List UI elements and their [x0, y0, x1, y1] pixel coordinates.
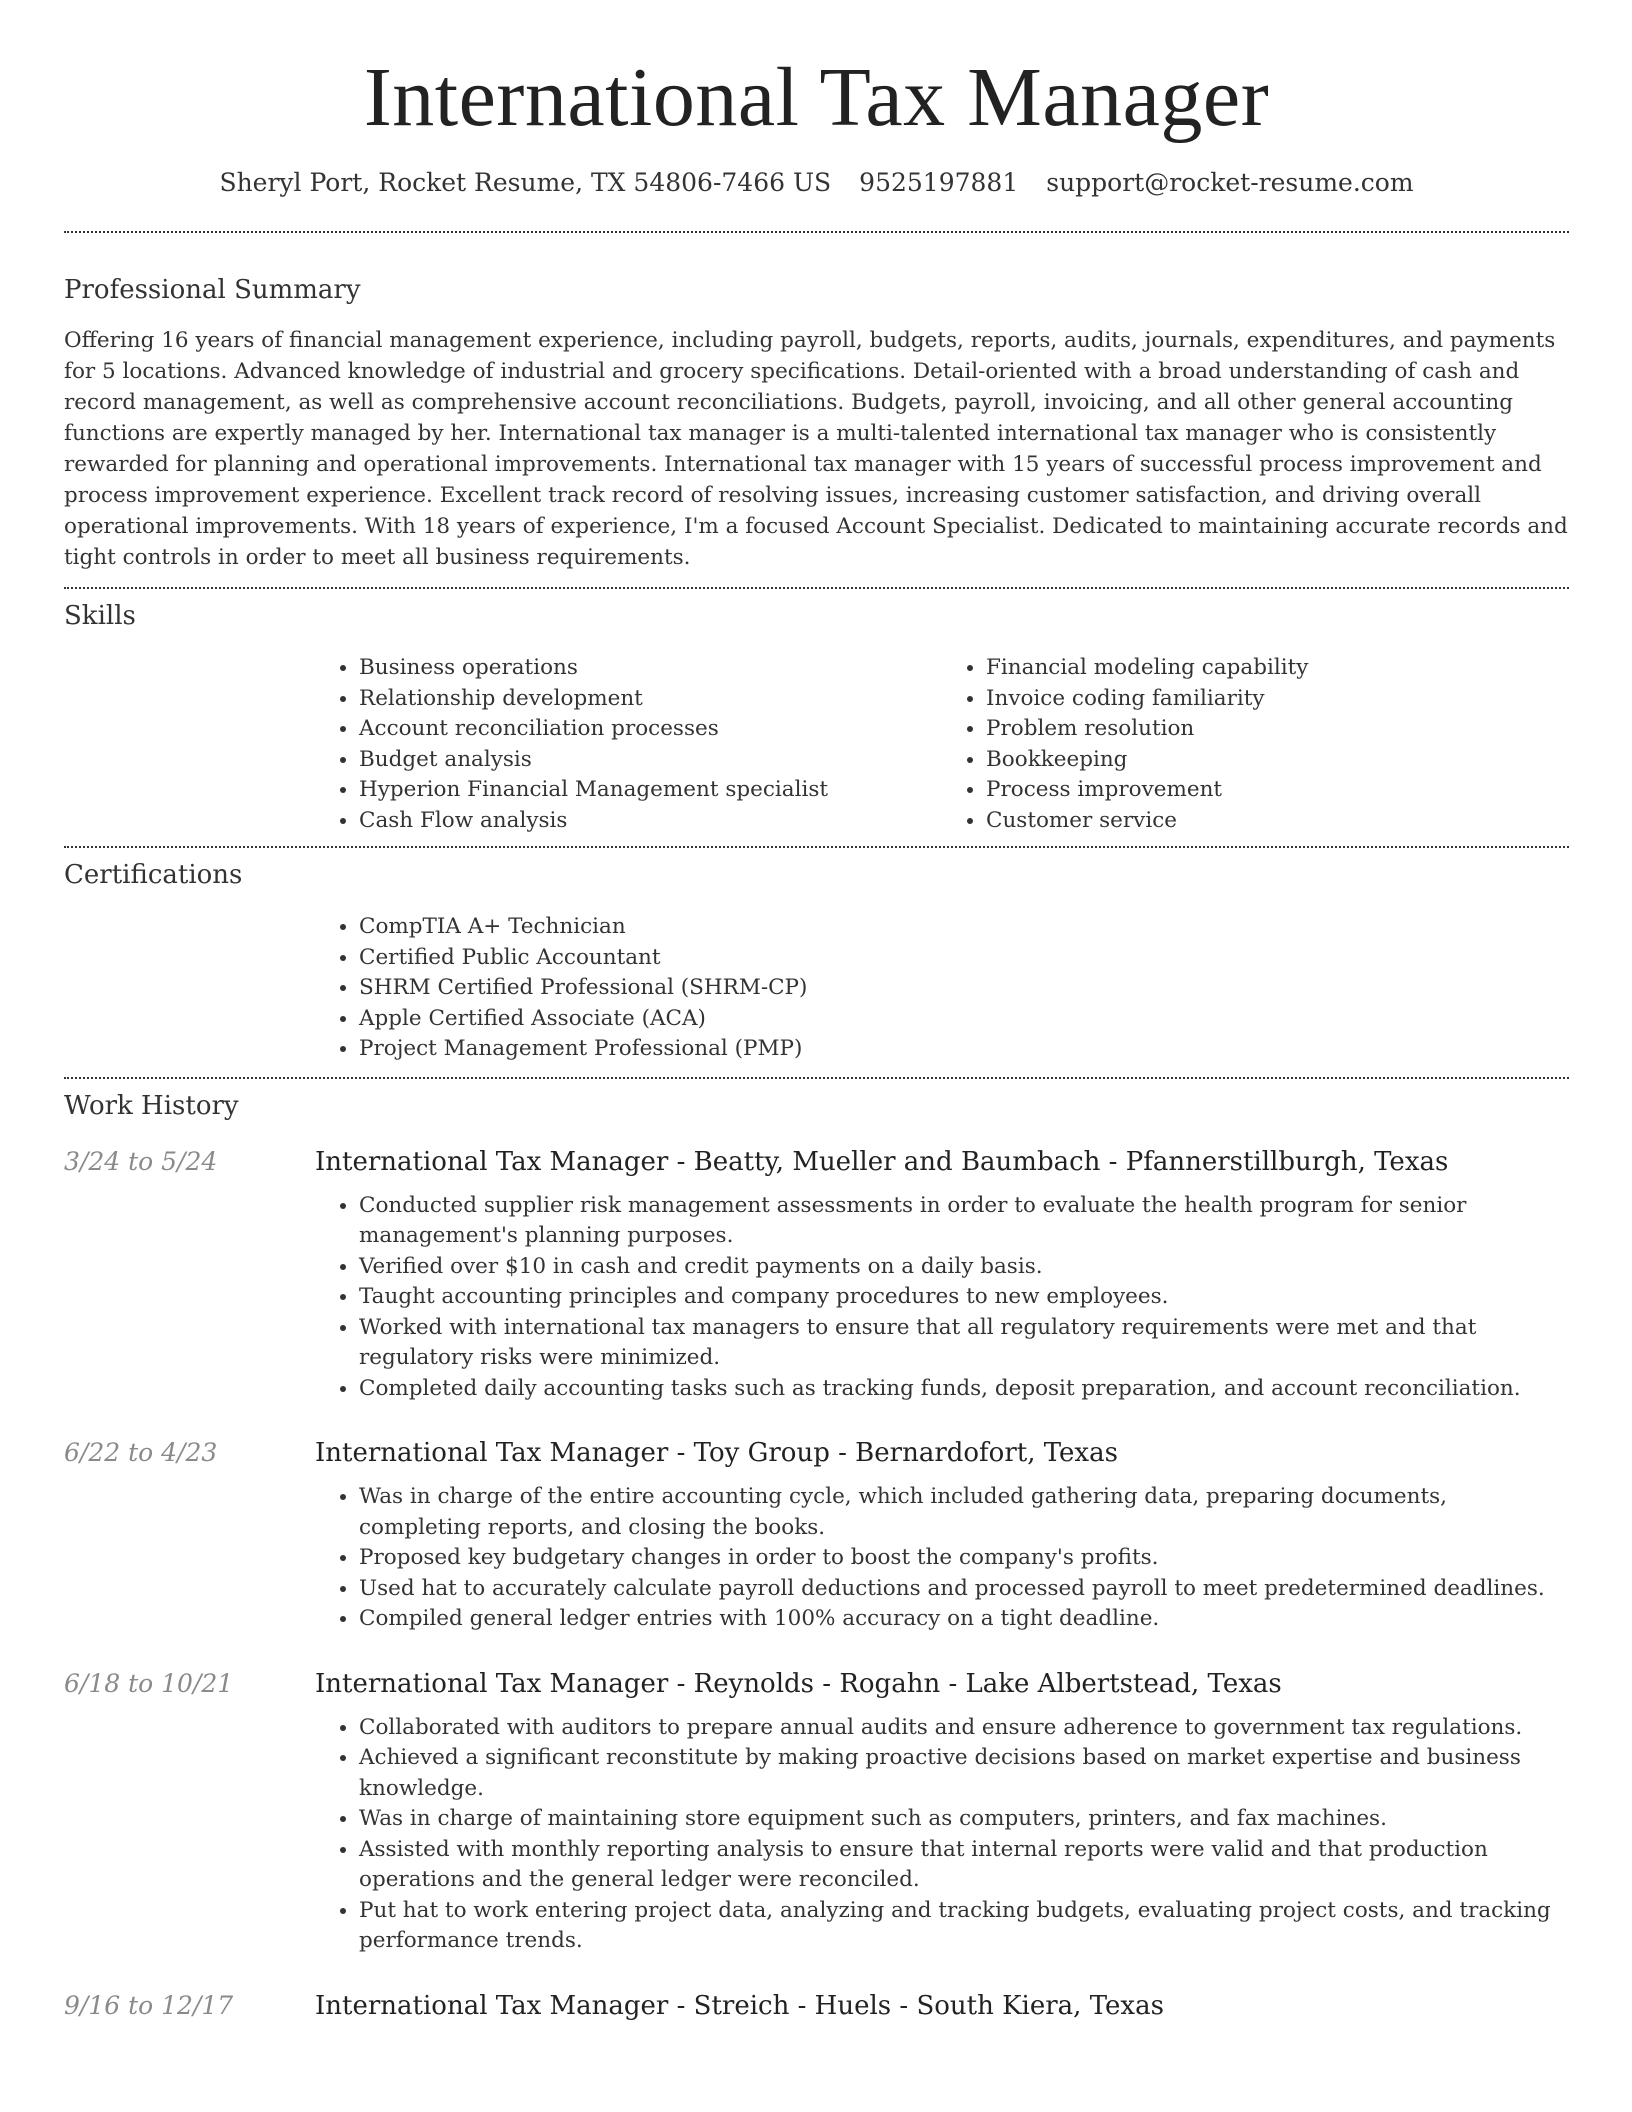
- job-entry: [64, 1147, 1569, 1405]
- job-bullets: [315, 1191, 1569, 1405]
- skill-item: • Bookkeeping: [986, 745, 1569, 776]
- skill-item: • Customer service: [986, 806, 1569, 837]
- resume-name: International Tax Manager: [363, 51, 1270, 144]
- certifications-heading: Certifications: [64, 860, 243, 890]
- job-header: [64, 1438, 1569, 1468]
- certification-item: • Apple Certified Associate (ACA): [359, 1004, 1569, 1035]
- job-dates: 6/18 to 10/21: [64, 1668, 234, 1698]
- summary-heading: Professional Summary: [64, 275, 361, 305]
- skills-left-column: [315, 653, 942, 836]
- job-header: [64, 1991, 1569, 2021]
- job-title: International Tax Manager - Streich - Huels - South Kiera, Texas: [315, 1990, 1164, 2021]
- certifications-list: [315, 912, 1569, 1065]
- certification-item: • SHRM Certified Professional (SHRM-CP): [359, 973, 1569, 1004]
- skills-heading: Skills: [64, 601, 136, 631]
- skill-item: • Problem resolution: [986, 714, 1569, 745]
- job-bullet: • Achieved a significant reconstitute by making proactive decisions based on market expertise and business knowledge.: [359, 1743, 1569, 1804]
- job-bullet: • Collaborated with auditors to prepare annual audits and ensure adherence to government tax regulations.: [359, 1713, 1569, 1744]
- job-dates: 3/24 to 5/24: [64, 1146, 218, 1176]
- certification-item: • CompTIA A+ Technician: [359, 912, 1569, 943]
- contact-address: Sheryl Port, Rocket Resume, TX 54806-7466 US: [219, 168, 832, 197]
- skill-item: • Financial modeling capability: [986, 653, 1569, 684]
- job-header: [64, 1147, 1569, 1177]
- job-bullet: • Conducted supplier risk management assessments in order to evaluate the health program for senior management's planning purposes.: [359, 1191, 1569, 1252]
- skill-item: • Relationship development: [359, 684, 942, 715]
- skill-item: • Cash Flow analysis: [359, 806, 942, 837]
- contact-phone: 9525197881: [859, 168, 1019, 197]
- job-dates: 6/22 to 4/23: [64, 1438, 218, 1467]
- skills-right-column: [942, 653, 1569, 836]
- job-title: International Tax Manager - Toy Group - Bernardofort, Texas: [315, 1438, 1118, 1468]
- divider: [64, 587, 1569, 589]
- divider: [64, 1077, 1569, 1079]
- skill-item: • Invoice coding familiarity: [986, 684, 1569, 715]
- job-bullets: [315, 1713, 1569, 1957]
- skill-item: • Process improvement: [986, 775, 1569, 806]
- job-header: [64, 1669, 1569, 1699]
- job-title: International Tax Manager - Reynolds - Rogahn - Lake Albertstead, Texas: [315, 1668, 1282, 1699]
- skill-item: • Hyperion Financial Management specialist: [359, 775, 942, 806]
- job-entry: [64, 1438, 1569, 1635]
- job-entry: [64, 1669, 1569, 1957]
- job-bullet: • Compiled general ledger entries with 100% accuracy on a tight deadline.: [359, 1604, 1569, 1635]
- certification-item: • Project Management Professional (PMP): [359, 1034, 1569, 1065]
- job-bullet: • Assisted with monthly reporting analysis to ensure that internal reports were valid and that production operations and the general ledger were reconciled.: [359, 1835, 1569, 1896]
- skill-item: • Account reconciliation processes: [359, 714, 942, 745]
- job-title: International Tax Manager - Beatty, Mueller and Baumbach - Pfannerstillburgh, Texas: [315, 1146, 1449, 1177]
- job-bullet: • Worked with international tax managers to ensure that all regulatory requirements were met and that regulatory risks were minimized.: [359, 1313, 1569, 1374]
- job-entry: [64, 1991, 1569, 2021]
- job-bullet: • Used hat to accurately calculate payroll deductions and processed payroll to meet predetermined deadlines.: [359, 1574, 1569, 1605]
- job-bullet: • Was in charge of maintaining store equipment such as computers, printers, and fax machines.: [359, 1804, 1569, 1835]
- job-bullet: • Verified over $10 in cash and credit payments on a daily basis.: [359, 1252, 1569, 1283]
- skill-item: • Budget analysis: [359, 745, 942, 776]
- job-bullet: • Put hat to work entering project data, analyzing and tracking budgets, evaluating project costs, and tracking performance trends.: [359, 1896, 1569, 1957]
- job-bullet: • Taught accounting principles and company procedures to new employees.: [359, 1282, 1569, 1313]
- contact-email: support@rocket-resume.com: [1046, 168, 1414, 197]
- certification-item: • Certified Public Accountant: [359, 943, 1569, 974]
- skills-list: [315, 653, 1569, 836]
- job-bullet: • Completed daily accounting tasks such as tracking funds, deposit preparation, and account reconciliation.: [359, 1374, 1569, 1405]
- job-bullets: [315, 1482, 1569, 1635]
- job-dates: 9/16 to 12/17: [64, 1990, 234, 2020]
- divider: [64, 846, 1569, 848]
- divider: [64, 231, 1569, 233]
- work-history-heading: Work History: [64, 1090, 239, 1121]
- contact-line: [64, 168, 1569, 197]
- resume-page: [64, 0, 1569, 2021]
- summary-text: Offering 16 years of financial management experience, including payroll, budgets, reports, audits, journals, expenditures, and payments for 5 locations. Advanced knowledge of industrial and grocery specifications. Detail-oriented with a broad understanding of cash and record management, as well as comprehensive account reconciliations. Budgets, payroll, invoicing, and all other general accounting functions are expertly managed by her. International tax manager is a multi-talented international tax manager who is consistently rewarded for planning and operational improvements. International tax manager with 15 years of successful process improvement and process improvement experience. Excellent track record of resolving issues, increasing customer satisfaction, and driving overall operational improvements. With 18 years of experience, I'm a focused Account Specialist. Dedicated to maintaining accurate records and tight controls in order to meet all business requirements.: [64, 328, 1568, 570]
- job-bullet: • Was in charge of the entire accounting cycle, which included gathering data, preparing documents, completing reports, and closing the books.: [359, 1482, 1569, 1543]
- skill-item: • Business operations: [359, 653, 942, 684]
- job-bullet: • Proposed key budgetary changes in order to boost the company's profits.: [359, 1543, 1569, 1574]
